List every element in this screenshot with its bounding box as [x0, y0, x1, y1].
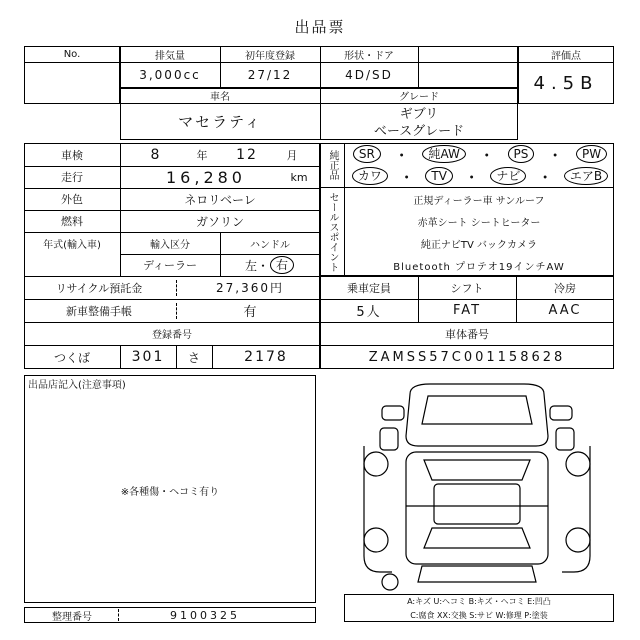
- exterior-color-label: 外色: [61, 193, 83, 206]
- equip-sep: ・: [398, 167, 415, 187]
- recycle-value: 27,360円: [216, 281, 284, 295]
- shift-value: FAT: [452, 303, 482, 318]
- equip-pw: PW: [576, 145, 607, 163]
- equipment-label: 純正品: [327, 150, 338, 180]
- exterior-color-value: ネロリベーレ: [184, 192, 256, 207]
- new-car-manual-label: 新車整備手帳: [66, 304, 132, 318]
- car-front-wheel-right: [556, 428, 574, 450]
- vin-value: ZAMSS57C001158628: [368, 349, 566, 365]
- body-type-value: 4D/SD: [345, 68, 393, 82]
- ac-label: 冷房: [554, 281, 576, 295]
- equip-sep: ・: [393, 145, 410, 165]
- recycle-label: リサイクル預託金: [55, 281, 143, 295]
- notes-label: 出品店記入(注意事項): [28, 380, 126, 391]
- year-unit: 年: [196, 148, 208, 162]
- displacement-value: 3,000cc: [139, 68, 201, 82]
- make-value: マセラティ: [178, 113, 262, 131]
- car-wheel-fl: [364, 452, 388, 476]
- grade-line2: ベースグレード: [373, 124, 465, 139]
- fuel-label: 燃料: [61, 215, 83, 228]
- legend-line-2: C:腐食 XX:交換 S:サビ W:修理 P:塗装: [410, 610, 548, 620]
- car-front-outline: [406, 384, 548, 446]
- equip-sep: ・: [478, 145, 495, 165]
- reg-kana: さ: [187, 350, 200, 365]
- car-front-mirror-left: [382, 406, 404, 420]
- sales-point-line-3: 純正ナビTV バックカメラ: [420, 239, 538, 251]
- capacity-value: 5人: [356, 305, 382, 320]
- displacement-label: 排気量: [155, 50, 185, 62]
- equip-sep: ・: [537, 167, 554, 187]
- car-wheel-fr: [566, 452, 590, 476]
- equip-tv: TV: [425, 167, 453, 185]
- footer-divider: [118, 609, 119, 621]
- equipment-row-1: [346, 143, 614, 165]
- car-rear-outline: [418, 566, 536, 582]
- car-front-mirror-right: [550, 406, 572, 420]
- car-rear-wheel-symbol: [382, 574, 398, 590]
- equip-navi: ナビ: [490, 167, 526, 185]
- car-damage-diagram: [340, 376, 614, 592]
- equip-ps: PS: [508, 145, 535, 163]
- equip-sr: SR: [353, 145, 381, 163]
- equip-airbag: エアB: [564, 167, 608, 185]
- equipment-row-2: [346, 165, 614, 187]
- reg-no-label: 登録番号: [152, 330, 192, 341]
- mileage-value: 16,280: [166, 167, 246, 187]
- notes-text: ※各種傷・ヘコミ有り: [120, 486, 220, 498]
- grade-label: グレード: [399, 92, 439, 103]
- score-label: 評価点: [551, 50, 581, 62]
- footer-label: 整理番号: [52, 611, 92, 623]
- legend-line-1: A:キズ U:ヘコミ B:キズ・ヘコミ E:凹凸: [407, 596, 551, 606]
- sales-point-line-2: 赤革シート シートヒーター: [417, 217, 541, 229]
- reg-class: 301: [131, 349, 165, 365]
- car-front-wheel-left: [380, 428, 398, 450]
- sales-point-label: セールスポイント: [327, 192, 338, 272]
- body-type-label: 形状・ドア: [344, 50, 394, 62]
- import-value: ディーラー: [142, 259, 198, 272]
- new-car-manual-value: 有: [243, 305, 257, 320]
- handle-right-circled: 右: [270, 256, 294, 274]
- capacity-label: 乗車定員: [347, 281, 391, 295]
- sales-point-line-4: Bluetooth プロテオ19インチAW: [393, 261, 565, 273]
- vin-label: 車体番号: [445, 327, 489, 341]
- inspection-year: 8: [150, 146, 162, 163]
- mileage-unit: km: [290, 170, 308, 184]
- first-reg-label: 初年度登録: [245, 50, 295, 62]
- month-unit: 月: [286, 148, 298, 162]
- handle-dot: ・: [256, 258, 269, 273]
- fuel-value: ガソリン: [195, 214, 244, 229]
- score-value: 4.5B: [533, 72, 599, 94]
- grade-line1: ギブリ: [399, 107, 439, 122]
- import-label: 輸入区分: [150, 239, 190, 251]
- handle-left: 左: [244, 258, 257, 273]
- car-roof: [434, 484, 520, 524]
- reg-number: 2178: [244, 349, 288, 365]
- mileage-label: 走行: [61, 171, 83, 184]
- handle-value: [220, 254, 320, 276]
- first-reg-value: 27/12: [247, 68, 293, 82]
- car-wheel-rl: [364, 528, 388, 552]
- equip-leather: カワ: [352, 167, 388, 185]
- model-year-label: 年式(輸入車): [43, 239, 101, 251]
- sales-point-line-1: 正規ディーラー車 サンルーフ: [413, 195, 545, 207]
- car-front-glass: [422, 396, 532, 424]
- car-rear-glass: [424, 528, 530, 548]
- footer-value: 9100325: [170, 608, 240, 622]
- inspection-label: 車検: [61, 148, 83, 162]
- ac-value: AAC: [548, 303, 582, 318]
- inspection-month: 12: [236, 146, 258, 163]
- handle-label: ハンドル: [250, 239, 290, 251]
- equip-sep: ・: [547, 145, 564, 165]
- car-wheel-rr: [566, 528, 590, 552]
- page-title: 出品票: [294, 17, 346, 36]
- no-label: No.: [63, 48, 81, 60]
- car-windshield: [424, 460, 530, 480]
- reg-area: つくば: [53, 350, 90, 365]
- make-label: 車名: [210, 92, 230, 103]
- new-car-divider: [176, 303, 177, 319]
- recycle-divider: [176, 280, 177, 296]
- shift-label: シフト: [450, 281, 484, 295]
- equip-sep: ・: [463, 167, 480, 187]
- equip-aw: 純AW: [422, 145, 465, 163]
